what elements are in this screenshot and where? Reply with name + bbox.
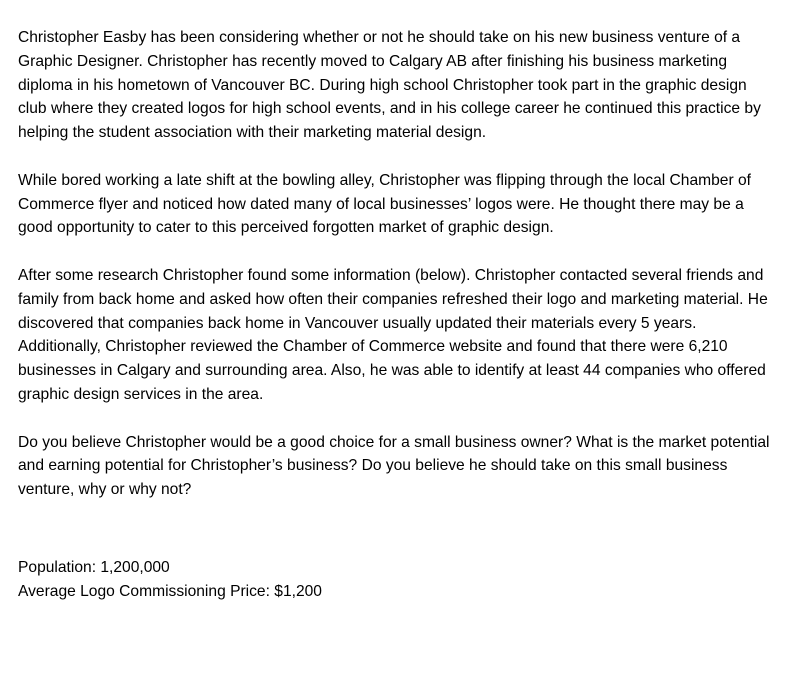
paragraph-background: Christopher Easby has been considering whether or not he should take on his new business venture of a Graphic Designer. Christopher has recently moved to Calgary AB after finishing his business marketing diploma in his hometown of Vancouver BC. During high school Christopher took part in the graphic design club where they created logos for high school events, and in his college career he continued this practice by helping the student association with their marketing material design. bbox=[18, 29, 761, 142]
population-fact: Population: 1,200,000 bbox=[18, 558, 170, 576]
logo-price-fact: Average Logo Commissioning Price: $1,200 bbox=[18, 582, 322, 600]
spacer bbox=[18, 526, 778, 556]
paragraph-questions: Do you believe Christopher would be a good choice for a small business owner? What is the market potential and earning potential for Christopher’s business? Do you believe he should take on this small business venture, why or why not? bbox=[18, 433, 770, 499]
paragraph-opportunity: While bored working a late shift at the bowling alley, Christopher was flipping through the local Chamber of Commerce flyer and noticed how dated many of local businesses’ logos were. He thought there may be a good opportunity to cater to this perceived forgotten market of graphic design. bbox=[18, 171, 752, 237]
document-body bbox=[18, 26, 778, 603]
paragraph-research: After some research Christopher found some information (below). Christopher contacted several friends and family from back home and asked how often their companies refreshed their logo and marketing material. He discovered that companies back home in Vancouver usually updated their materials every 5 years. Additionally, Christopher reviewed the Chamber of Commerce website and found that there were 6,210 businesses in Calgary and surrounding area. Also, he was able to identify at least 44 companies who offered graphic design services in the area. bbox=[18, 266, 768, 403]
